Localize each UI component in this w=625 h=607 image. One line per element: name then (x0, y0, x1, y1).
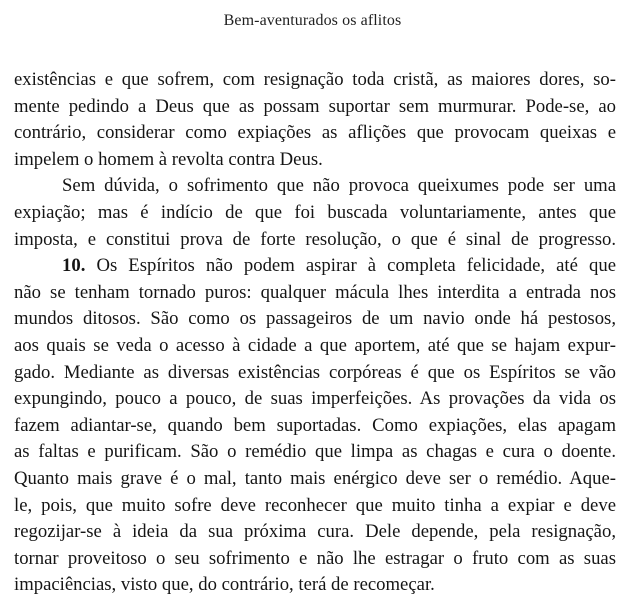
text-line: expiação; mas é indício de que foi buscada voluntariamente, antes que (14, 201, 616, 223)
paragraph-number: 10. (62, 255, 86, 277)
paragraph-2 (14, 173, 616, 253)
text-line: mundos ditosos. São como os passageiros de um navio onde há pestosos, (14, 308, 616, 330)
text-line: as faltas e purificam. São o remédio que limpa as chagas e cura o doente. (14, 441, 616, 463)
body-text (14, 67, 616, 599)
text-line: impaciências, visto que, do contrário, terá de recomeçar. (14, 574, 435, 596)
text-line: aos quais se veda o acesso à cidade a que aportem, até que se hajam expur- (14, 334, 616, 356)
text-line: tornar proveitoso o seu sofrimento e não lhe estragar o fruto com as suas (14, 547, 616, 569)
text-line: regozijar-se à ideia da sua próxima cura. Dele depende, pela resignação, (14, 521, 616, 543)
text-line-numbered (14, 253, 616, 280)
text-line: le, pois, que muito sofre deve reconhecer que muito tinha a expiar e deve (14, 494, 616, 516)
text-line: Os Espíritos não podem aspirar à completa felicidade, até que (85, 255, 616, 277)
text-line: gado. Mediante as diversas existências corpóreas é que os Espíritos se vão (14, 361, 616, 383)
text-line: imposta, e constitui prova de forte resolução, o que é sinal de progresso. (14, 228, 616, 250)
text-line: existências e que sofrem, com resignação toda cristã, as maiores dores, so- (14, 69, 616, 90)
text-line: expungindo, pouco a pouco, de suas imperfeições. As provações da vida os (14, 388, 616, 410)
text-line: não se tenham tornado puros: qualquer mácula lhes interdita a entrada nos (14, 281, 616, 303)
text-line: mente pedindo a Deus que as possam suportar sem murmurar. Pode-se, ao (14, 95, 616, 117)
text-line: impelem o homem à revolta contra Deus. (14, 148, 323, 170)
running-header: Bem-aventurados os aflitos (223, 12, 402, 29)
text-line: fazem adiantar-se, quando bem suportadas. Como expiações, elas apagam (14, 414, 616, 436)
text-line: Quanto mais grave é o mal, tanto mais enérgico deve ser o remédio. Aque- (14, 467, 616, 489)
text-line: Sem dúvida, o sofrimento que não provoca queixumes pode ser uma (62, 175, 616, 197)
paragraph-1 (14, 67, 616, 173)
text-line: contrário, considerar como expiações as aflições que provocam queixas e (14, 122, 616, 144)
paragraph-3 (14, 253, 616, 599)
